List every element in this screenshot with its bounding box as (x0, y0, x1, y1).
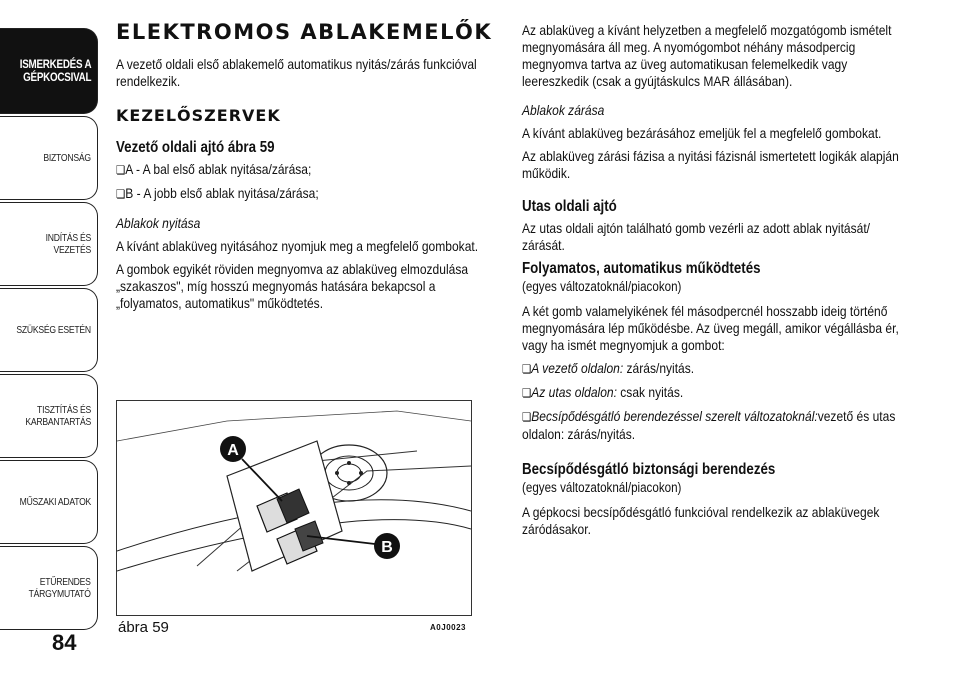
callout-b-label: B (381, 539, 393, 556)
opening-text-2: A gombok egyikét röviden megnyomva az ablaküveg elmozdulása „szakaszos", míg hosszú megnyomás hatására bekapcsol a „folyamatos, automatikus" működtetés. (116, 261, 469, 311)
antipinch-heading: Becsípődésgátló biztonsági berendezés (522, 461, 776, 478)
bullet-b: ❏ B - A jobb első ablak nyitása/zárása; (116, 185, 495, 203)
driver-door-heading: Vezető oldali ajtó ábra 59 (116, 139, 275, 156)
callout-a-label: A (227, 442, 239, 459)
closing-text-2: Az ablaküveg zárási fázisa a nyitási fázisnál ismertetett logikák alapján működik. (522, 148, 899, 181)
tab-tisztitas[interactable]: TISZTÍTÁS ÉS KARBANTARTÁS (0, 374, 98, 458)
closing-text-1: A kívánt ablaküveg bezárásához emeljük fel a megfelelő gombokat. (522, 125, 882, 141)
controls-heading: KEZELŐSZERVEK (116, 106, 281, 125)
opening-heading: Ablakok nyitása (116, 215, 201, 231)
continuous-text: A két gomb valamelyikének fél másodpercnél hosszabb ideig történő megnyomására lép működésbe. Az üveg megáll, amikor végállásba ér, vagy ha ismét megnyomjuk a gombot: (522, 303, 899, 353)
opening-text-1: A kívánt ablaküveg nyitásához nyomjuk meg a megfelelő gombokat. (116, 238, 479, 254)
antipinch-text: A gépkocsi becsípődésgátló funkcióval rendelkezik az ablaküvegek záródásakor. (522, 504, 880, 537)
section-title: ELEKTROMOS ABLAKEMELŐK (116, 20, 493, 44)
left-column (116, 20, 496, 318)
item-driver: ❏ A vezető oldalon: zárás/nyitás. (522, 360, 911, 378)
stop-text: Az ablaküveg a kívánt helyzetben a megfelelő mozgatógomb ismételt megnyomására áll meg. A nyomógombot néhány másodpercig megnyomva tartva az üveg automatikusan felemelkedik vagy leereszkedik (csak a gyújtáskulcs MAR állásában). (522, 22, 892, 89)
tab-biztonsag[interactable]: BIZTONSÁG (0, 116, 98, 200)
tab-inditas[interactable]: INDÍTÁS ÉS VEZETÉS (0, 202, 98, 286)
item-passenger: ❏ Az utas oldalon: csak nyitás. (522, 384, 911, 402)
continuous-sub: (egyes változatoknál/piacokon) (522, 279, 682, 294)
right-column (522, 22, 912, 544)
window-switch-illustration (116, 400, 472, 616)
figure-code: A0J0023 (430, 623, 466, 632)
tab-ismerkedes[interactable]: ISMERKEDÉS A GÉPKOCSIVAL (0, 28, 98, 114)
continuous-heading: Folyamatos, automatikus működtetés (522, 260, 761, 277)
tab-szukseg[interactable]: SZÜKSÉG ESETÉN (0, 288, 98, 372)
tab-muszaki[interactable]: MŰSZAKI ADATOK (0, 460, 98, 544)
door-panel-drawing (117, 401, 471, 615)
page-number: 84 (52, 630, 77, 655)
intro-text: A vezető oldali első ablakemelő automatikus nyitás/zárás funkcióval rendelkezik. (116, 56, 477, 89)
item-antipinch: ❏ Becsípődésgátló berendezéssel szerelt változatoknál:vezető és utas oldalon: zárás/nyitás. (522, 408, 911, 443)
passenger-heading: Utas oldali ajtó (522, 198, 617, 215)
tab-targymutato[interactable]: ETŰRENDES TÁRGYMUTATÓ (0, 546, 98, 630)
antipinch-sub: (egyes változatoknál/piacokon) (522, 480, 682, 495)
passenger-text: Az utas oldali ajtón található gomb vezérli az adott ablak nyitását/ zárását. (522, 220, 871, 253)
bullet-a: ❏ A - A bal első ablak nyitása/zárása; (116, 161, 495, 179)
figure-caption: ábra 59 (118, 619, 169, 636)
figure-59 (114, 400, 472, 636)
closing-heading: Ablakok zárása (522, 102, 605, 118)
